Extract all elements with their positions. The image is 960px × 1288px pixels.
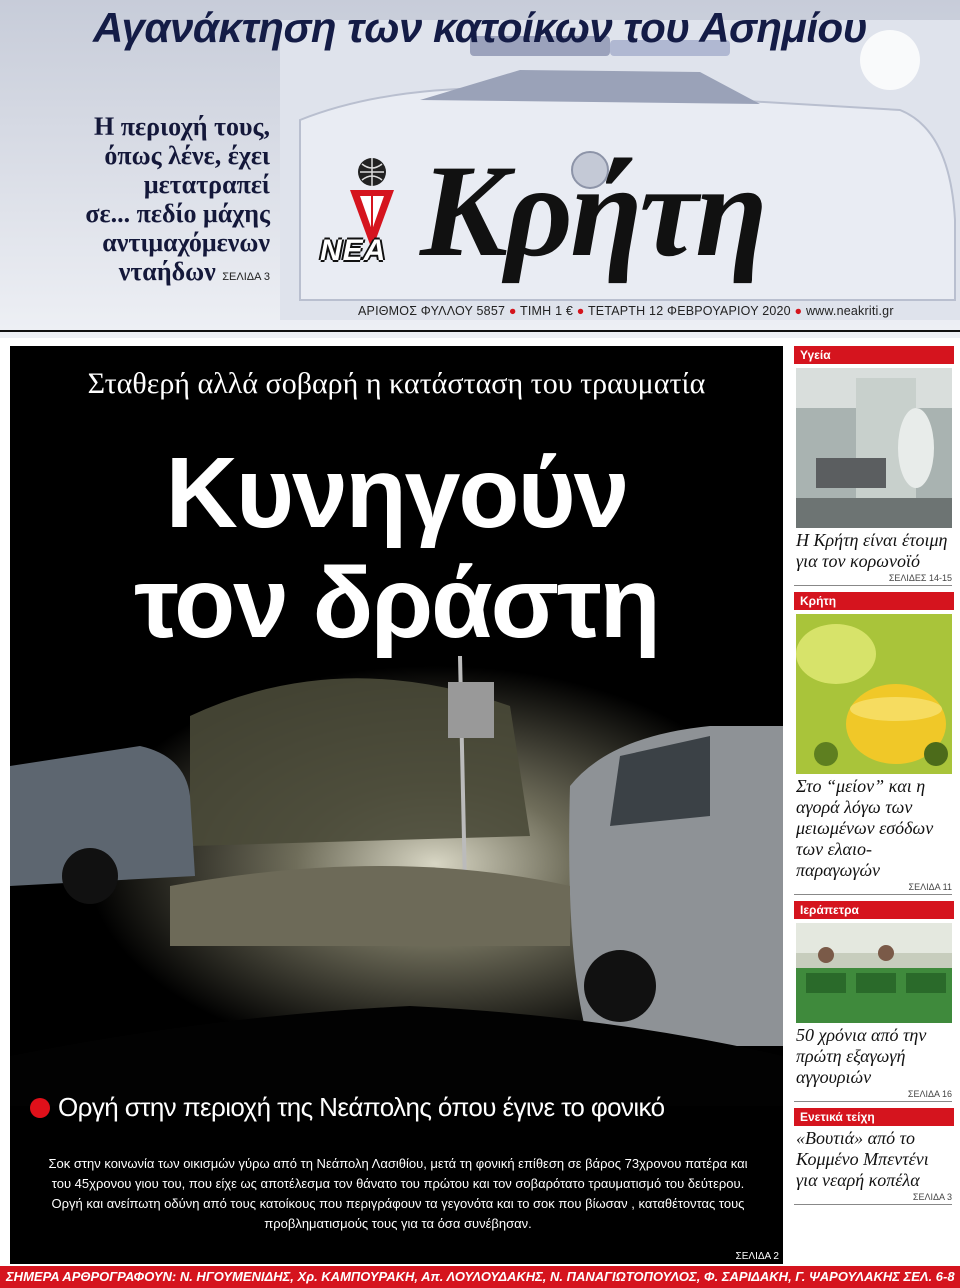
olive-oil-photo [796,614,952,774]
teaser-line: όπως λένε, έχει [104,141,270,170]
website: www.neakriti.gr [805,304,894,318]
sidebar-item-ierapetra[interactable] [794,901,954,1102]
sidebar-title: 50 χρόνια από την πρώτη εξαγωγή αγγουριών [796,1025,927,1087]
issue-number: ΑΡΙΘΜΟΣ ΦΥΛΛΟΥ 5857 [358,304,506,318]
separator-dot-icon: ● [794,304,803,318]
kicker: Σταθερή αλλά σοβαρή η κατάσταση του τραυματία [87,367,706,400]
issue-date: ΤΕΤΑΡΤΗ 12 ΦΕΒΡΟΥΑΡΙΟΥ 2020 [587,304,791,318]
headline-line: τον δράστη [134,547,659,659]
hospital-photo [796,368,952,528]
separator-dot-icon: ● [508,304,517,318]
top-headline: Αγανάκτηση των κατοίκων του Ασημίου [92,4,868,51]
price: ΤΙΜΗ 1 € [520,304,574,318]
sidebar-page-ref: ΣΕΛΙΔΕΣ 14-15 [794,572,952,586]
teaser-page-ref: ΣΕΛΙΔΑ 3 [222,271,270,283]
teaser-line: νταήδων [118,257,216,286]
main-story [10,346,783,1264]
teaser-text [40,112,270,292]
category-label: Ιεράπετρα [794,901,954,919]
sidebar-page-ref: ΣΕΛΙΔΑ 16 [794,1088,952,1102]
cucumber-packing-photo [796,923,952,1023]
masthead-divider [0,330,960,332]
teaser-line: σε... πεδίο μάχης [85,199,270,228]
newspaper-logo: Κρήτη [420,137,765,284]
headline-line: Κυνηγούν [165,437,628,549]
issue-info-line [358,304,894,318]
story-page-ref: ΣΕΛΙΔΑ 2 [735,1251,779,1262]
sidebar-title: «Βουτιά» από το Κομμένο Μπεντένι για νεαρή κοπέλα [796,1128,929,1190]
sidebar-page-ref: ΣΕΛΙΔΑ 11 [794,881,952,895]
sidebar-page-ref: ΣΕΛΙΔΑ 3 [794,1191,952,1205]
crime-scene-night-photo [10,586,783,1106]
sidebar-item-venetian-walls[interactable] [794,1108,954,1205]
sidebar-title: Στο “μείον” και η αγορά λόγω των μειωμένων εσόδων των ελαιο-παραγωγών [796,776,934,880]
teaser-line: μετατραπεί [143,170,270,199]
separator-dot-icon: ● [576,304,585,318]
contributors-banner: ΣΗΜΕΡΑ ΑΡΘΡΟΓΡΑΦΟΥΝ: Ν. ΗΓΟΥΜΕΝΙΔΗΣ, Χρ. ΚΑΜΠΟΥΡΑΚΗ, Απ. ΛΟΥΛΟΥΔΑΚΗΣ, Ν. ΠΑΝΑΓΙΩΤΟΠΟΥΛΟΣ, Φ. ΣΑΡΙΔΑΚΗ, Γ. ΨΑΡΟΥΛΑΚΗΣ ΣΕΛ. 6-8 [0,1266,960,1288]
category-label: Κρήτη [794,592,954,610]
teaser-line: αντιμαχόμενων [102,228,270,257]
masthead [0,0,960,338]
logo-prefix: ΝΕΑ [320,234,387,267]
category-label: Υγεία [794,346,954,364]
category-label: Ενετικά τείχη [794,1108,954,1126]
main-headline [10,438,783,658]
sidebar-item-health[interactable] [794,346,954,586]
sidebar-item-crete[interactable] [794,592,954,895]
story-body: Σοκ στην κοινωνία των οικισμών γύρω από τη Νεάπολη Λασιθίου, μετά τη φονική επίθεση σε βάρος 73χρονου πατέρα και του 45χρονου γιου του, που είχε ως αποτέλεσμα τον θάνατο του πρώτου και τον σοβαρότατο τραυματισμό του δεύτερου. Οργή και ανείπωτη οδύνη από τους κατοίκους που περιγράφουν τα γεγονότα και το σοκ που βίωσαν , καταθέτοντας τους προβληματισμούς τους για τα όσα συνέβησαν. [48,1156,748,1231]
subhead [30,1090,770,1124]
bullet-icon [30,1098,50,1118]
teaser-line: Η περιοχή τους, [94,112,270,141]
subhead-text: Οργή στην περιοχή της Νεάπολης όπου έγινε το φονικό [58,1092,665,1122]
sidebar [794,346,954,1264]
sidebar-title: Η Κρήτη είναι έτοιμη για τον κορωνοϊό [796,530,948,571]
